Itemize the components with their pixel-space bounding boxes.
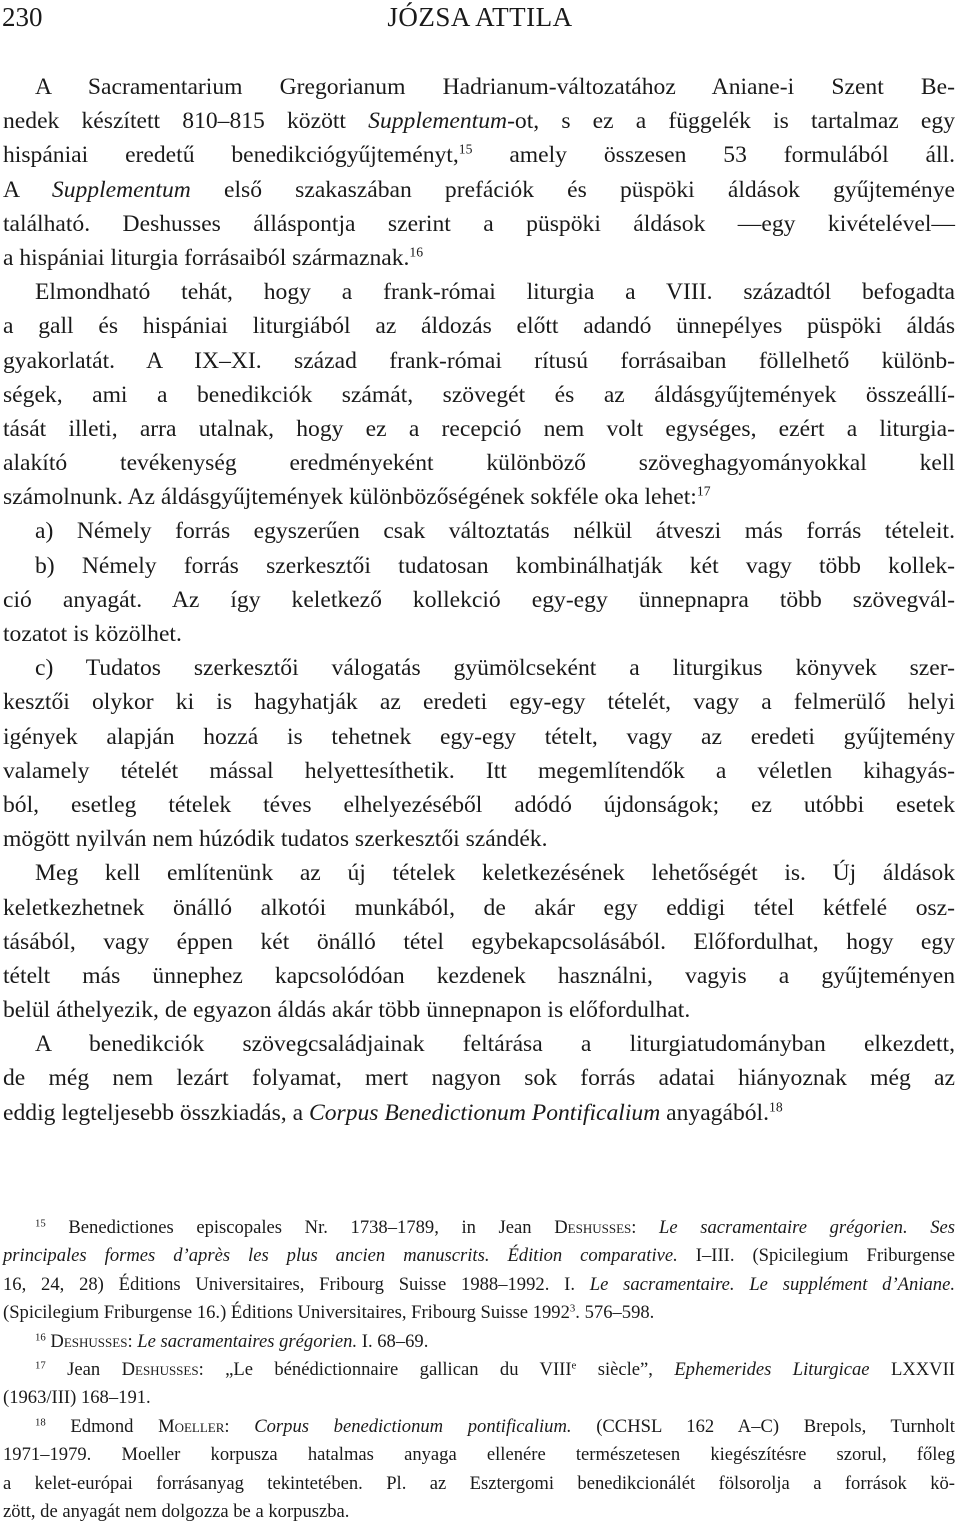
text-line: kesztői olykor ki is hagyhatják az eredeti egy-egy tételét, vagy a felmerülő helyi bbox=[3, 689, 955, 716]
text-line: de még nem lezárt folyamat, mert nagyon sok forrás adatai hiányoznak még az bbox=[3, 1065, 955, 1092]
main-text bbox=[3, 70, 955, 1130]
footnote-line: 1971–1979. Moeller korpusza hatalmas anyaga ellenére természetesen kiegészítésre szorul, főleg bbox=[3, 1444, 955, 1466]
footnote-ref: 16 bbox=[409, 244, 424, 260]
text-line: hispániai eredetű benedikciógyűjteményt,$^{15}$ amely összesen 53 formulából áll. bbox=[3, 141, 955, 169]
text-line: b) Némely forrás szerkesztői tudatosan kombinálhatják két vagy több kollek- bbox=[35, 552, 955, 579]
text-line: ségek, ami a benedikciók számát, szövegét és az áldásgyűjtemények összeállí- bbox=[3, 381, 955, 408]
text-line: tételt más ünnephez kapcsolódóan kezdenek használni, vagyis a gyűjteményen bbox=[3, 962, 955, 989]
text-line: A Sacramentarium Gregorianum Hadrianum-változatához Aniane-i Szent Be- bbox=[35, 74, 955, 100]
text-line: valamely tételét mással helyettesíthetik. Itt megemlítendők a véletlen kihagyás- bbox=[3, 757, 955, 784]
footnote-line: principales formes d’après les plus ancien manuscrits. Édition comparative. I–III. (Spicilegium Friburgense bbox=[3, 1245, 955, 1267]
text-line: tozatot is közölhet. bbox=[3, 621, 182, 647]
footnote-line: a kelet-európai forrásanyag tekintetében. Pl. az Esztergomi benedikcionálét fölsorolja a források kö- bbox=[3, 1472, 955, 1494]
footnote-ref: 17 bbox=[696, 483, 711, 499]
text-line: gyakorlatát. A IX–XI. század frank-római rítusú forrásaiban föllelhető különb- bbox=[3, 347, 955, 374]
text-line: A Supplementum első szakaszában prefációk és püspöki áldások gyűjteménye bbox=[3, 176, 955, 203]
text-line: A benedikciók szövegcsaládjainak feltárása a liturgiatudományban elkezdett, bbox=[35, 1031, 955, 1058]
page-number: 230 bbox=[2, 2, 43, 32]
text-line: található. Deshusses álláspontja szerint a püspöki áldások —egy kivételével— bbox=[3, 210, 955, 237]
footnote-ref: 18 bbox=[769, 1099, 783, 1115]
running-head: JÓZSA ATTILA bbox=[387, 2, 573, 32]
text-line: c) Tudatos szerkesztői válogatás gyümölcseként a liturgikus könyvek szer- bbox=[35, 655, 955, 682]
text-line: belül áthelyezik, de egyazon áldás akár több ünnepnapon is előfordulhat. bbox=[3, 997, 691, 1024]
footnote-17: $^{17}$ Jean Deshusses: „Le bénédictionnaire gallican du VIIIe siècle”, Ephemerides Liturgicae LXXVII bbox=[35, 1358, 955, 1380]
footnote-line: zött, de anyagát nem dolgozza be a korpuszba. bbox=[3, 1500, 350, 1522]
footnote-18: $^{18}$ Edmond Moeller: Corpus benedictionum pontificalium. (CCHSL 162 A–C) Brepols, Turnholt bbox=[35, 1415, 955, 1437]
text-line: a gall és hispániai liturgiából az áldozás előtt adandó ünnepélyes püspöki áldás bbox=[3, 313, 955, 340]
text-line: a) Némely forrás egyszerűen csak változtatás nélkül átveszi más forrás tételeit. bbox=[35, 518, 955, 545]
text-line: keletkezhetnek önálló alkotói munkából, de akár egy eddigi tétel kétfelé osz- bbox=[3, 894, 955, 921]
footnote-line: (Spicilegium Friburgense 16.) Éditions Universitaires, Fribourg Suisse 1992$^3$. 576–598. bbox=[3, 1302, 655, 1324]
text-line: számolnunk. Az áldásgyűjtemények különbözőségének sokféle oka lehet:$^{17}$ bbox=[3, 483, 711, 511]
text-line: ból, esetleg tételek téves elhelyezéséből adódó újdonságok; ez utóbbi esetek bbox=[3, 791, 955, 818]
text-line: tásából, vagy éppen két önálló tétel egybekapcsolásából. Előfordulhat, hogy egy bbox=[3, 928, 955, 955]
footnote-ref: 15 bbox=[458, 141, 473, 157]
page-header bbox=[0, 0, 960, 40]
text-line: igények alapján hozzá is tehetnek egy-egy tételt, vagy az eredeti gyűjtemény bbox=[3, 723, 955, 750]
text-line: alakító tevékenység eredményeként különböző szöveghagyományokkal kell bbox=[3, 450, 955, 477]
text-line: mögött nyilván nem húzódik tudatos szerkesztői szándék. bbox=[3, 826, 548, 853]
text-line: nedek készített 810–815 között Supplementum-ot, s ez a függelék is tartalmaz egy bbox=[3, 108, 955, 135]
text-line: eddig legteljesebb összkiadás, a Corpus Benedictionum Pontificalium anyagából.$^{18}$ bbox=[3, 1099, 783, 1126]
footnote-line: (1963/III) 168–191. bbox=[3, 1387, 151, 1409]
text-line: a hispániai liturgia forrásaiból származnak.$^{16}$ bbox=[3, 244, 424, 271]
footnote-line: 16, 24, 28) Éditions Universitaires, Fribourg Suisse 1988–1992. I. Le sacramentaire. Le supplément d’Aniane. bbox=[3, 1273, 955, 1295]
text-line: Meg kell említenünk az új tételek keletkezésének lehetőségét is. Új áldások bbox=[35, 860, 955, 887]
footnote-16: $^{16}$ Deshusses: Le sacramentaires grégorien. I. 68–69. bbox=[35, 1330, 429, 1352]
footnote-15: $^{15}$ Benedictiones episcopales Nr. 1738–1789, in Jean Deshusses: Le sacramentaire grégorien. Ses bbox=[35, 1217, 955, 1238]
text-line: Elmondható tehát, hogy a frank-római liturgia a VIII. századtól befogadta bbox=[35, 279, 955, 306]
text-line: tását illeti, arra utalnak, hogy ez a recepció nem volt egységes, ezért a liturgia- bbox=[3, 415, 955, 442]
footnotes bbox=[3, 1214, 955, 1526]
text-line: ció anyagát. Az így keletkező kollekció egy-egy ünnepnapra több szövegvál- bbox=[3, 586, 955, 613]
